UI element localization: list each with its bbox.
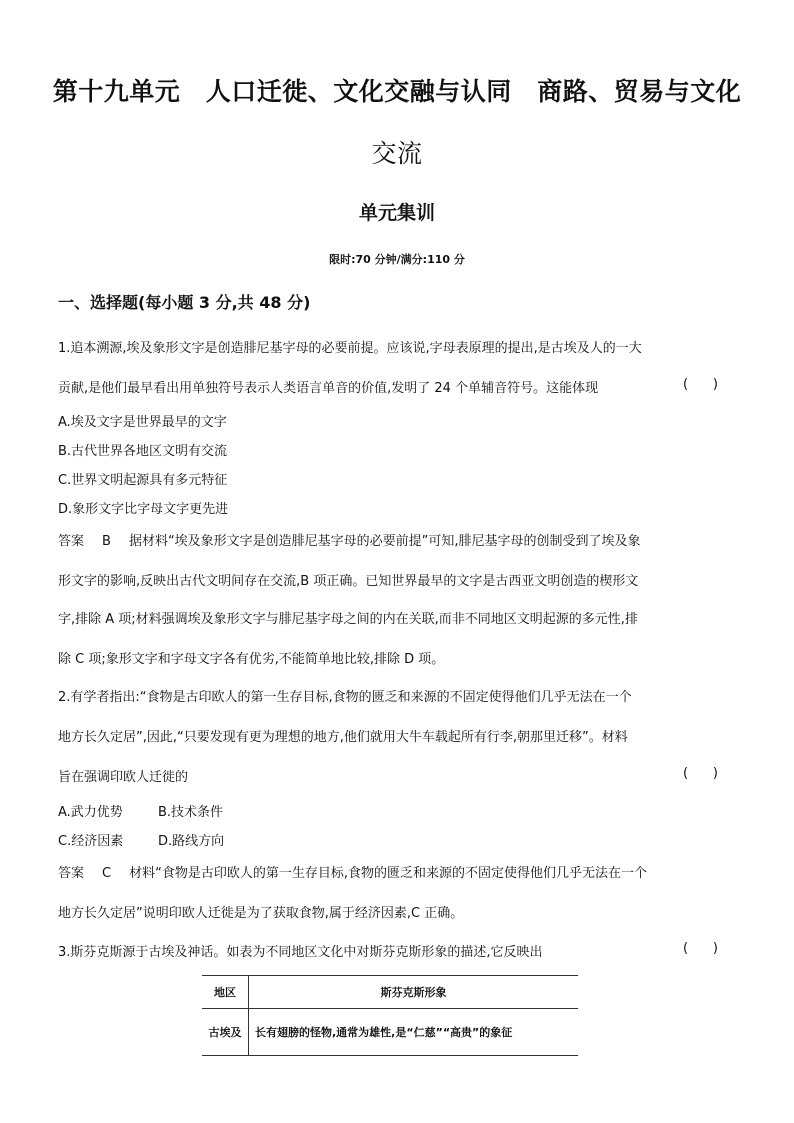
table-row	[202, 1009, 578, 1056]
unit-title-line1: 第十九单元 人口迁徙、文化交融与认同 商路、贸易与文化	[52, 77, 742, 106]
table-header-image: 斯芬克斯形象	[249, 976, 579, 1009]
q1-option-c: C.世界文明起源具有多元特征	[58, 473, 228, 488]
sphinx-image-table	[202, 975, 578, 1056]
q2-answer-label: 答案	[58, 866, 85, 881]
table-header-row	[202, 976, 578, 1009]
q1-option-b: B.古代世界各地区文明有交流	[58, 444, 228, 459]
table-header-region: 地区	[202, 976, 249, 1009]
q1-answer-label: 答案	[58, 534, 85, 549]
q1-explanation-line2: 形文字的影响,反映出古代文明间存在交流,B 项正确。已知世界最早的文字是古西亚文明创造的楔形文	[58, 574, 639, 589]
table-cell-region: 古埃及	[202, 1009, 249, 1056]
table-cell-description: 长有翅膀的怪物,通常为雄性,是“仁慈”“高贵”的象征	[249, 1009, 579, 1056]
q3-answer-blank: ( )	[683, 941, 718, 956]
unit-title-line2: 交流	[371, 139, 423, 168]
q1-explanation-line1	[58, 530, 641, 549]
unit-subtitle: 单元集训	[358, 202, 435, 224]
q2-options-row2	[58, 830, 224, 849]
q2-option-a: A.武力优势	[58, 805, 123, 820]
q2-option-b: B.技术条件	[158, 805, 224, 820]
q2-answer-letter: C	[102, 866, 112, 881]
q1-option-a: A.埃及文字是世界最早的文字	[58, 415, 227, 430]
q2-stem-line3: 旨在强调印欧人迁徙的	[58, 770, 189, 785]
q2-stem-line2: 地方长久定居”,因此,“只要发现有更为理想的地方,他们就用大牛车载起所有行李,朝那里迁移”。材料	[58, 730, 628, 745]
q2-explanation-line1	[58, 862, 647, 881]
q1-explanation-text1: 据材料“埃及象形文字是创造腓尼基字母的必要前提”可知,腓尼基字母的创制受到了埃及象	[128, 534, 641, 549]
q2-explanation-line2: 地方长久定居”说明印欧人迁徙是为了获取食物,属于经济因素,C 正确。	[58, 906, 464, 921]
q1-answer-letter: B	[102, 534, 111, 549]
q1-stem-line2: 贡献,是他们最早看出用单独符号表示人类语言单音的价值,发明了 24 个单辅音符号。这能体现	[58, 381, 599, 396]
q2-option-d: D.路线方向	[158, 834, 225, 849]
q2-options-row1	[58, 801, 223, 820]
q2-option-c: C.经济因素	[58, 834, 124, 849]
q1-option-d: D.象形文字比字母文字更先进	[58, 502, 229, 517]
q2-stem-line1: 2.有学者指出:“食物是古印欧人的第一生存目标,食物的匮乏和来源的不固定使得他们几乎无法在一个	[58, 690, 632, 705]
q1-explanation-line4: 除 C 项;象形文字和字母文字各有优劣,不能简单地比较,排除 D 项。	[58, 652, 445, 667]
q2-answer-blank: ( )	[683, 766, 718, 781]
q2-explanation-text1: 材料“食物是古印欧人的第一生存目标,食物的匮乏和来源的不固定使得他们几乎无法在一个	[129, 866, 647, 881]
q1-answer-blank: ( )	[683, 377, 718, 392]
q3-stem-line1: 3.斯芬克斯源于古埃及神话。如表为不同地区文化中对斯芬克斯形象的描述,它反映出	[58, 945, 543, 960]
time-score-limit: 限时:70 分钟/满分:110 分	[329, 253, 465, 266]
q1-stem-line1: 1.追本溯源,埃及象形文字是创造腓尼基字母的必要前提。应该说,字母表原理的提出,是古埃及人的一大	[58, 341, 642, 356]
q1-explanation-line3: 字,排除 A 项;材料强调埃及象形文字与腓尼基字母之间的内在关联,而非不同地区文明起源的多元性,排	[58, 612, 638, 627]
section-heading: 一、选择题(每小题 3 分,共 48 分)	[58, 293, 311, 312]
